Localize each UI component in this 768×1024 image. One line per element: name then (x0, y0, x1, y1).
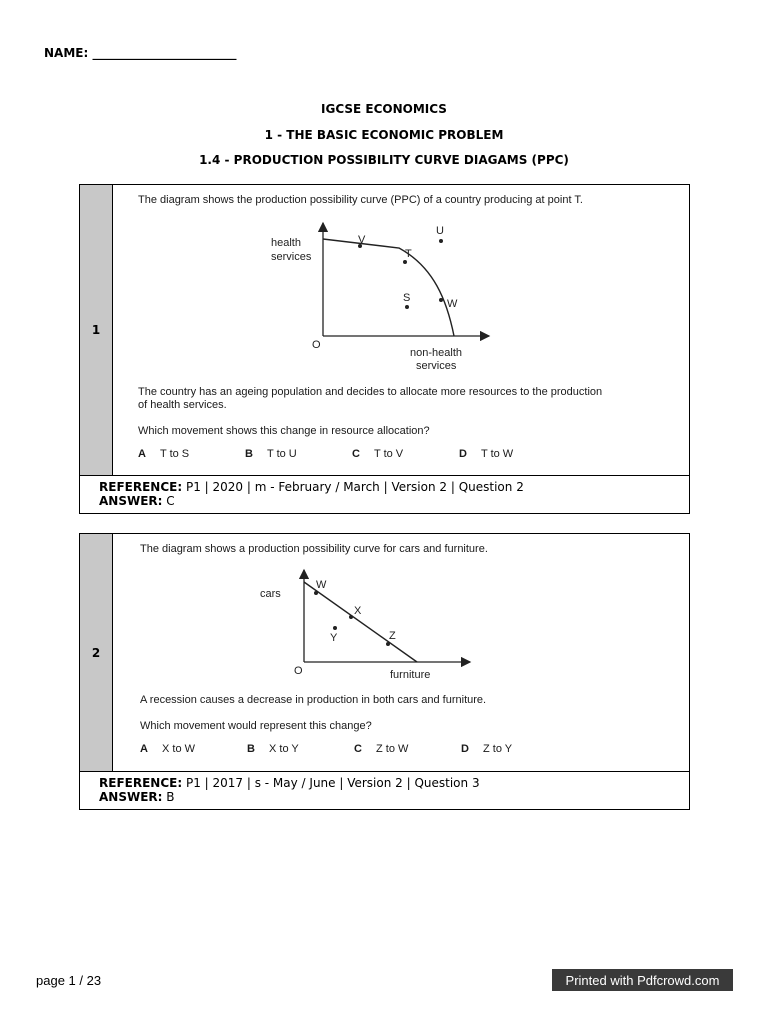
option-letter: B (245, 448, 253, 460)
answer-value: B (166, 790, 175, 804)
option-b (247, 743, 354, 755)
scenario-text: A recession causes a decrease in production in both cars and furniture. (140, 694, 487, 706)
ppc-diagram (260, 564, 614, 682)
point-x (349, 615, 353, 619)
option-letter: D (459, 448, 467, 460)
reference-block (80, 475, 689, 513)
point-z (386, 642, 390, 646)
option-d (459, 448, 513, 460)
origin-label: O (312, 339, 321, 351)
ppc-diagram (271, 219, 634, 372)
point-u-label: U (436, 225, 444, 237)
y-axis-label-1: health (271, 237, 301, 249)
question-number: 1 (80, 185, 113, 475)
x-axis-label: furniture (390, 669, 431, 681)
x-axis-label-1: non-health (410, 347, 462, 359)
x-axis-label-2: services (416, 360, 457, 372)
option-text: T to W (481, 448, 514, 460)
option-letter: A (138, 448, 146, 460)
answer-label: ANSWER: (99, 790, 163, 804)
option-text: Z to Y (483, 743, 513, 755)
reference-label: REFERENCE: (99, 480, 183, 494)
point-s (405, 305, 409, 309)
question-prompt: Which movement shows this change in resource allocation? (138, 425, 430, 437)
pdfcrowd-badge[interactable]: Printed with Pdfcrowd.com (552, 969, 733, 991)
question-intro: The diagram shows the production possibility curve (PPC) of a country producing at point T. (138, 194, 583, 206)
option-letter: B (247, 743, 255, 755)
name-field-label: NAME: ________________________ (44, 46, 237, 60)
origin-label: O (294, 665, 303, 677)
point-z-label: Z (389, 630, 396, 642)
option-letter: C (352, 448, 360, 460)
option-b (245, 448, 352, 460)
reference-value: P1 | 2020 | m - February / March | Version 2 | Question 2 (185, 480, 524, 494)
topic-title: 1.4 - PRODUCTION POSSIBILITY CURVE DIAGAMS (PPC) (199, 153, 569, 167)
option-text: Z to W (376, 743, 409, 755)
point-w-label: W (316, 579, 327, 591)
reference-label: REFERENCE: (99, 776, 183, 790)
page-number: page 1 / 23 (36, 973, 102, 988)
answer-options (138, 448, 513, 460)
point-w (314, 591, 318, 595)
y-axis-label: cars (260, 588, 281, 600)
option-d (461, 743, 512, 755)
point-u (439, 239, 443, 243)
point-w-label: W (447, 298, 458, 310)
question-body (114, 534, 689, 772)
point-t-label: T (405, 248, 412, 260)
option-letter: C (354, 743, 362, 755)
question-intro: The diagram shows a production possibility curve for cars and furniture. (140, 543, 488, 555)
option-text: T to S (160, 448, 190, 460)
point-t (403, 260, 407, 264)
option-c (354, 743, 461, 755)
point-v-label: V (358, 234, 366, 246)
ppc-line (304, 582, 417, 662)
option-text: T to V (374, 448, 404, 460)
ppc-curve (323, 239, 454, 336)
point-x-label: X (354, 605, 362, 617)
option-text: T to U (267, 448, 297, 460)
question-prompt: Which movement would represent this change? (140, 720, 372, 732)
option-letter: D (461, 743, 469, 755)
option-c (352, 448, 459, 460)
answer-options (140, 743, 512, 755)
scenario-text-line-2: of health services. (138, 399, 227, 411)
point-s-label: S (403, 292, 411, 304)
option-text: X to Y (269, 743, 299, 755)
question-number: 2 (80, 534, 113, 772)
answer-label: ANSWER: (99, 494, 163, 508)
option-a (138, 448, 245, 460)
point-y (333, 626, 337, 630)
y-axis-label-2: services (271, 251, 312, 263)
question-body (114, 185, 689, 475)
course-title: IGCSE ECONOMICS (321, 102, 447, 116)
option-letter: A (140, 743, 148, 755)
chapter-title: 1 - THE BASIC ECONOMIC PROBLEM (264, 128, 504, 142)
question-card-1 (79, 184, 690, 514)
scenario-text-line-1: The country has an ageing population and decides to allocate more resources to the production (138, 386, 603, 398)
option-text: X to W (162, 743, 196, 755)
answer-value: C (166, 494, 175, 508)
point-y-label: Y (330, 632, 338, 644)
point-w (439, 298, 443, 302)
reference-value: P1 | 2017 | s - May / June | Version 2 | Question 3 (185, 776, 480, 790)
question-card-2 (79, 533, 690, 810)
reference-block (80, 771, 689, 809)
option-a (140, 743, 247, 755)
